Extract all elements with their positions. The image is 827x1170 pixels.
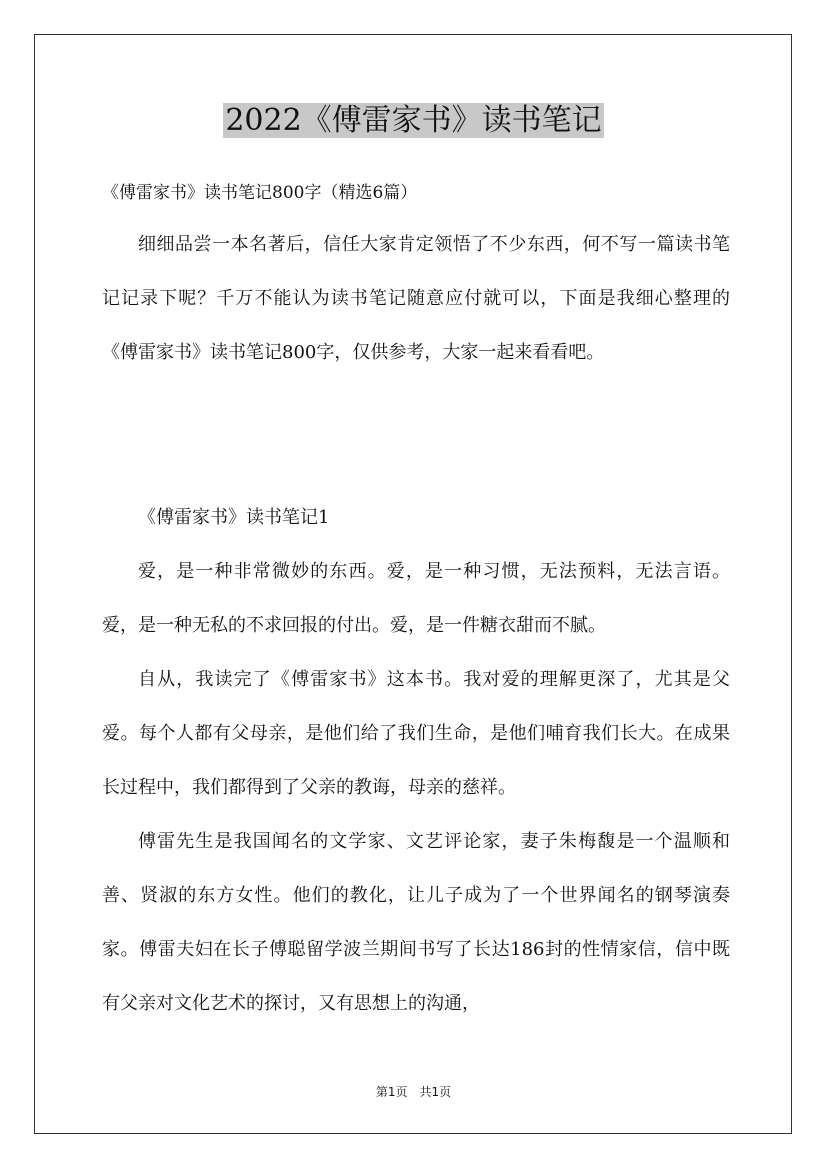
page-footer: 第1页 共1页 bbox=[375, 1085, 452, 1099]
document-title bbox=[0, 100, 827, 142]
body-paragraph-1: 爱，是一种非常微妙的东西。爱，是一种习惯，无法预料，无法言语。爱，是一种无私的不求回报的付出。爱，是一件糖衣甜而不腻。 bbox=[102, 561, 730, 636]
body-paragraph-3: 傅雷先生是我国闻名的文学家、文艺评论家，妻子朱梅馥是一个温顺和善、贤淑的东方女性。他们的教化，让儿子成为了一个世界闻名的钢琴演奏家。傅雷夫妇在长子傅聪留学波兰期间书写了长达186封的性情家信，信中既有父亲对文化艺术的探讨，又有思想上的沟通， bbox=[102, 831, 730, 1014]
intro-paragraph: 细细品尝一本名著后，信任大家肯定领悟了不少东西，何不写一篇读书笔记记录下呢？千万不能认为读书笔记随意应付就可以，下面是我细心整理的《傅雷家书》读书笔记800字，仅供参考，大家一起来看看吧。 bbox=[102, 234, 730, 363]
body-paragraph-2: 自从，我读完了《傅雷家书》这本书。我对爱的理解更深了，尤其是父爱。每个人都有父母亲，是他们给了我们生命，是他们哺育我们长大。在成果长过程中，我们都得到了父亲的教诲，母亲的慈祥。 bbox=[102, 669, 730, 798]
section-heading: 《傅雷家书》读书笔记1 bbox=[138, 507, 330, 528]
document-subtitle: 《傅雷家书》读书笔记800字（精选6篇） bbox=[102, 183, 418, 203]
document-title-text: 2022《傅雷家书》读书笔记 bbox=[225, 103, 602, 138]
